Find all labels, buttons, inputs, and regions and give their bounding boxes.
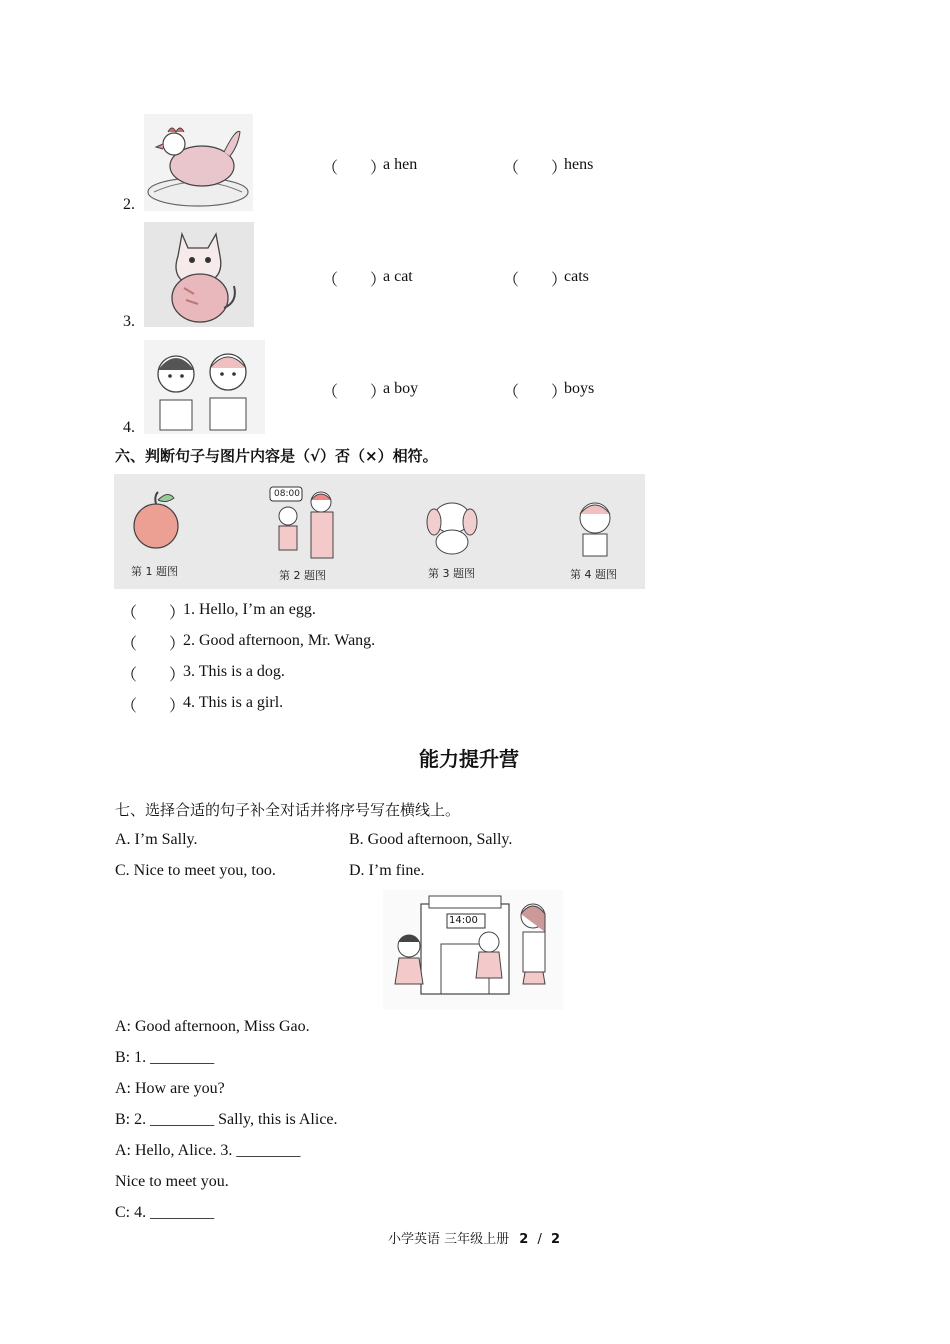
item-number: 2. <box>123 196 135 213</box>
judge-sentence: 4. This is a girl. <box>183 694 284 711</box>
picture-label-2: 第 2 题图 <box>279 569 326 582</box>
judge-sentence: 3. This is a dog. <box>183 663 285 680</box>
judge-paren[interactable]: （ ） <box>121 636 186 653</box>
picture-label-1: 第 1 题图 <box>131 565 178 578</box>
answer-paren[interactable]: （ ） <box>322 160 387 177</box>
answer-paren[interactable]: （ ） <box>503 272 568 289</box>
cat-picture <box>144 222 254 327</box>
boys-picture <box>144 340 265 434</box>
option-singular: a cat <box>383 268 413 285</box>
school-clock-time: 14:00 <box>449 915 478 926</box>
option-d: D. I’m fine. <box>349 862 425 879</box>
strip-illustrations <box>114 474 645 589</box>
dialogue-line: A: How are you? <box>115 1080 225 1097</box>
option-plural: boys <box>564 380 595 397</box>
option-a: A. I’m Sally. <box>115 831 198 848</box>
answer-paren[interactable]: （ ） <box>503 160 568 177</box>
boy-icon <box>580 503 610 556</box>
item-number: 3. <box>123 313 135 330</box>
judge-paren[interactable]: （ ） <box>121 698 186 715</box>
judge-sentence: 1. Hello, I’m an egg. <box>183 601 316 618</box>
dialogue-line: A: Good afternoon, Miss Gao. <box>115 1018 310 1035</box>
picture-label-3: 第 3 题图 <box>428 567 475 580</box>
school-gate-picture <box>383 890 563 1010</box>
option-plural: hens <box>564 156 594 173</box>
answer-paren[interactable]: （ ） <box>503 384 568 401</box>
apple-icon <box>134 492 178 548</box>
hen-icon <box>144 114 253 211</box>
footer-sep: / <box>537 1232 542 1247</box>
boys-icon <box>144 340 265 434</box>
footer-subject: 小学英语 三年级上册 <box>388 1232 510 1247</box>
hen-picture <box>144 114 253 211</box>
section-title: 能力提升营 <box>419 747 519 771</box>
item-number: 4. <box>123 419 135 436</box>
dialogue-line[interactable]: C: 4. ________ <box>115 1204 215 1221</box>
footer-total: 2 <box>551 1232 561 1247</box>
dialogue-line: Nice to meet you. <box>115 1173 229 1190</box>
cat-icon <box>144 222 254 327</box>
dialogue-line[interactable]: A: Hello, Alice. 3. ________ <box>115 1142 301 1159</box>
option-b: B. Good afternoon, Sally. <box>349 831 513 848</box>
judge-paren[interactable]: （ ） <box>121 605 186 622</box>
page-footer <box>388 1228 560 1247</box>
option-singular: a boy <box>383 380 419 397</box>
dialogue-line[interactable]: B: 1. ________ <box>115 1049 215 1066</box>
judge-sentence: 2. Good afternoon, Mr. Wang. <box>183 632 376 649</box>
section-7-heading: 七、选择合适的句子补全对话并将序号写在横线上。 <box>115 801 461 819</box>
footer-page: 2 <box>519 1232 529 1247</box>
school-scene-icon <box>383 890 563 1010</box>
option-plural: cats <box>564 268 589 285</box>
dog-icon <box>427 503 477 554</box>
section-6-picture-strip <box>114 474 645 589</box>
option-c: C. Nice to meet you, too. <box>115 862 276 879</box>
answer-paren[interactable]: （ ） <box>322 384 387 401</box>
picture-label-4: 第 4 题图 <box>570 568 617 581</box>
option-singular: a hen <box>383 156 418 173</box>
section-6-heading: 六、判断句子与图片内容是（√）否（×）相符。 <box>115 447 438 465</box>
dialogue-line[interactable]: B: 2. ________ Sally, this is Alice. <box>115 1111 338 1128</box>
judge-paren[interactable]: （ ） <box>121 667 186 684</box>
answer-paren[interactable]: （ ） <box>322 272 387 289</box>
clock-time: 08:00 <box>274 489 300 499</box>
